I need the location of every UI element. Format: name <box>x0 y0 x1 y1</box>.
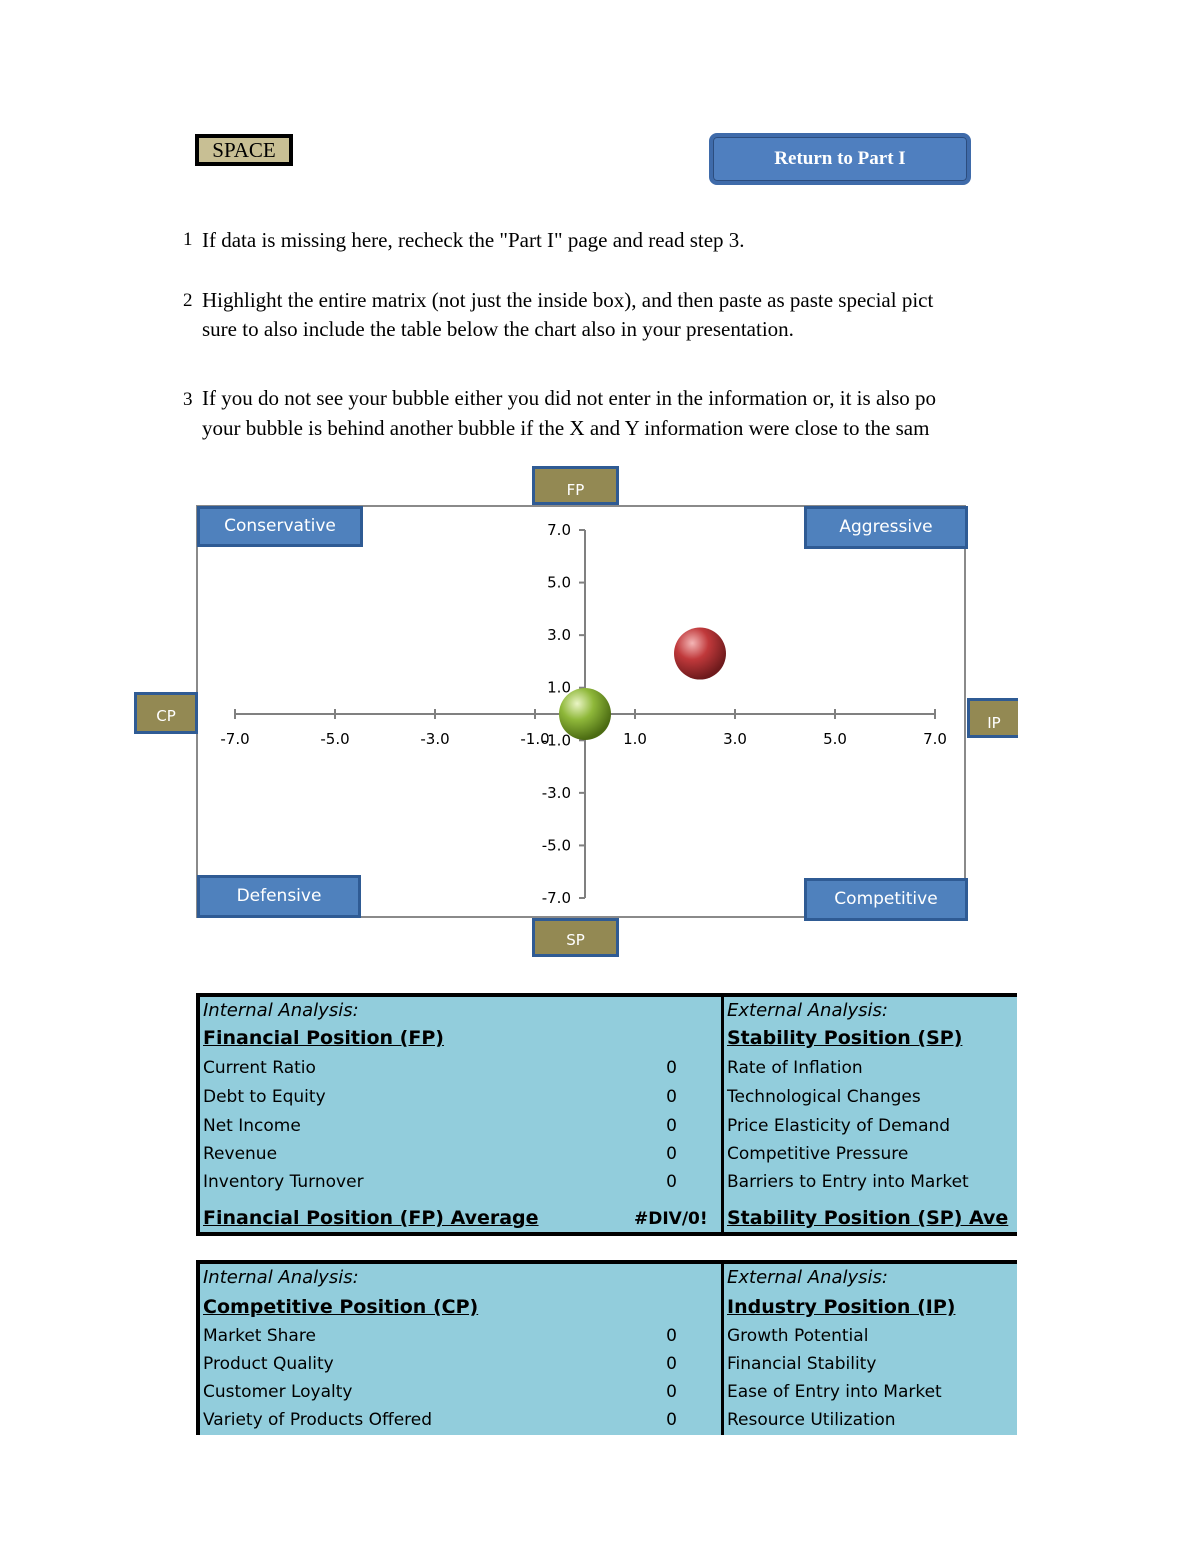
cp-row-label: Customer Loyalty <box>203 1382 353 1402</box>
x-tick-label: 3.0 <box>723 730 747 748</box>
fp-row-value: 0 <box>666 1087 677 1107</box>
fp-row-label: Net Income <box>203 1116 301 1136</box>
cp-row-label: Market Share <box>203 1326 316 1346</box>
ip-row-label: Growth Potential <box>727 1326 869 1346</box>
sp-row-label: Rate of Inflation <box>727 1058 863 1078</box>
fp-row-label: Debt to Equity <box>203 1087 326 1107</box>
x-tick-label: 7.0 <box>923 730 947 748</box>
x-tick-label: 1.0 <box>623 730 647 748</box>
fp-average-label: Financial Position (FP) Average <box>203 1207 539 1229</box>
sp-row-label: Competitive Pressure <box>727 1144 909 1164</box>
axis-label-sp: SP <box>532 918 619 957</box>
fp-row-label: Current Ratio <box>203 1058 316 1078</box>
instruction-line: If you do not see your bubble either you did not enter in the information or, it is also po <box>202 386 937 410</box>
cp-row-value: 0 <box>666 1410 677 1430</box>
ip-row-label: Ease of Entry into Market <box>727 1382 942 1402</box>
x-tick-label: -1.0 <box>520 730 550 748</box>
space-label: SPACE <box>195 134 293 166</box>
y-tick-label: -3.0 <box>541 783 571 802</box>
section-label: Internal Analysis: <box>203 1267 359 1288</box>
sp-row-label: Price Elasticity of Demand <box>727 1116 951 1136</box>
cp-title: Competitive Position (CP) <box>203 1296 479 1318</box>
sp-average-label: Stability Position (SP) Ave <box>727 1207 1009 1229</box>
cp-row-value: 0 <box>666 1326 677 1346</box>
y-tick-label: -5.0 <box>541 836 571 855</box>
y-tick-label: -1.0 <box>541 731 571 750</box>
cp-row-value: 0 <box>666 1382 677 1402</box>
column-divider <box>721 1264 724 1435</box>
section-label: Internal Analysis: <box>203 1000 359 1021</box>
fp-row-label: Revenue <box>203 1144 278 1164</box>
sp-title: Stability Position (SP) <box>727 1027 963 1049</box>
y-tick-label: 3.0 <box>547 626 571 645</box>
fp-row-label: Inventory Turnover <box>203 1172 364 1192</box>
sp-row-label: Barriers to Entry into Market <box>727 1172 969 1192</box>
instruction-line: your bubble is behind another bubble if the X and Y information were close to the sam <box>202 416 930 440</box>
quadrant-aggressive: Aggressive <box>804 506 968 549</box>
space-chart <box>198 507 964 916</box>
sp-row-label: Technological Changes <box>727 1087 921 1107</box>
y-tick-label: -7.0 <box>541 889 571 907</box>
y-tick-label: 7.0 <box>547 521 571 539</box>
x-tick-label: 5.0 <box>823 730 847 748</box>
quadrant-conservative: Conservative <box>197 506 363 547</box>
section-label: External Analysis: <box>727 1000 888 1021</box>
instruction-line: sure to also include the table below the chart also in your presentation. <box>202 317 794 341</box>
axis-label-ip: IP <box>967 698 1018 738</box>
x-tick-label: -3.0 <box>420 730 450 748</box>
fp-average-value: #DIV/0! <box>634 1209 708 1229</box>
return-to-part-i-button[interactable]: Return to Part I <box>709 133 971 185</box>
cp-row-label: Variety of Products Offered <box>203 1410 433 1430</box>
bubble-green <box>559 688 611 740</box>
fp-title: Financial Position (FP) <box>203 1027 444 1049</box>
axis-label-cp: CP <box>134 692 198 734</box>
cp-row-value: 0 <box>666 1354 677 1374</box>
fp-row-value: 0 <box>666 1058 677 1078</box>
fp-sp-table <box>196 993 1017 1236</box>
instruction-number: 2 <box>183 290 193 311</box>
fp-row-value: 0 <box>666 1116 677 1136</box>
ip-row-label: Resource Utilization <box>727 1410 896 1430</box>
quadrant-defensive: Defensive <box>197 875 361 918</box>
cp-row-label: Product Quality <box>203 1354 334 1374</box>
space-matrix <box>196 505 966 918</box>
column-divider <box>721 997 724 1232</box>
instruction-line: If data is missing here, recheck the "Part I" page and read step 3. <box>202 228 745 252</box>
fp-row-value: 0 <box>666 1172 677 1192</box>
bubble-red <box>674 628 726 680</box>
y-tick-label: 5.0 <box>547 573 571 592</box>
axis-label-fp: FP <box>532 466 619 505</box>
section-label: External Analysis: <box>727 1267 888 1288</box>
instruction-number: 3 <box>183 389 193 410</box>
fp-row-value: 0 <box>666 1144 677 1164</box>
ip-title: Industry Position (IP) <box>727 1296 956 1318</box>
ip-row-label: Financial Stability <box>727 1354 877 1374</box>
instruction-line: Highlight the entire matrix (not just the inside box), and then paste as paste special pict <box>202 288 934 312</box>
instruction-number: 1 <box>183 229 193 250</box>
quadrant-competitive: Competitive <box>804 878 968 921</box>
y-tick-label: 1.0 <box>547 678 571 697</box>
x-tick-label: -7.0 <box>220 730 250 748</box>
x-tick-label: -5.0 <box>320 730 350 748</box>
cp-ip-table <box>196 1260 1017 1435</box>
